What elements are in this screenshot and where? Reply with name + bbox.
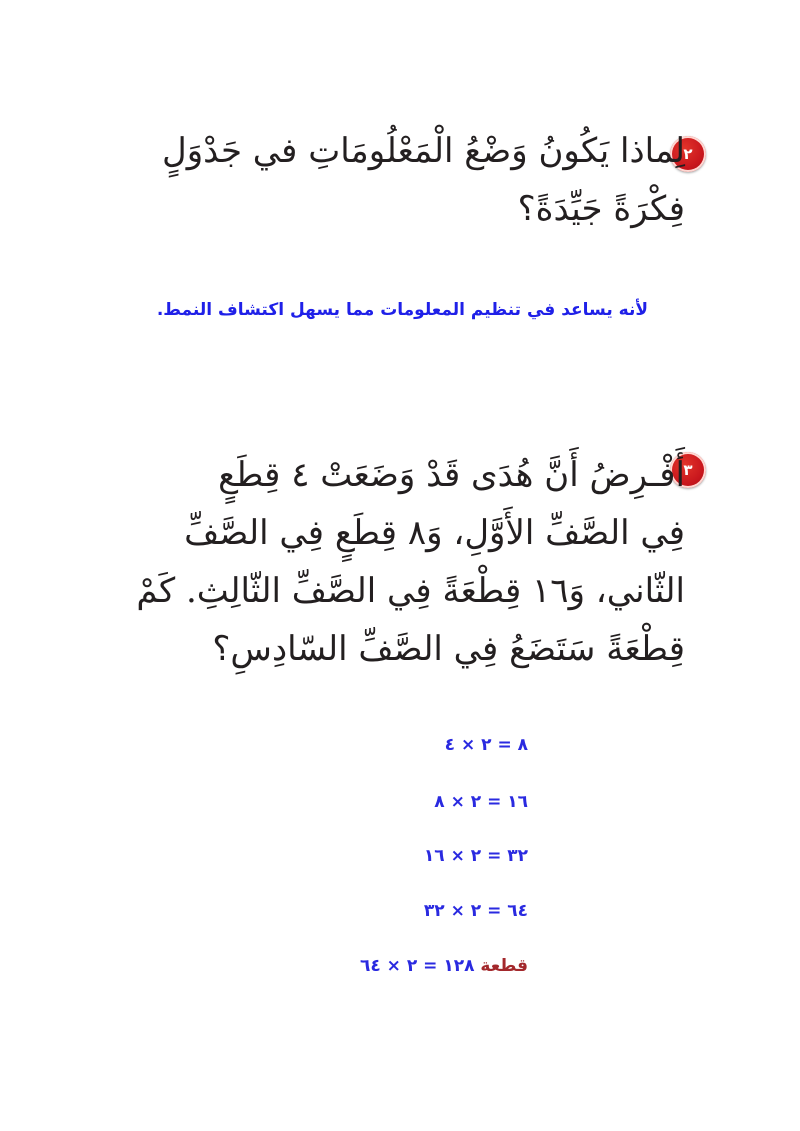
question-1-line: فِكْرَةً جَيِّدَةً؟ xyxy=(517,189,685,229)
equation-result: ٣٢ xyxy=(507,846,528,866)
final-equation-row xyxy=(360,955,528,977)
times-sign: × xyxy=(450,846,465,866)
question-2-line: قِطْعَةً سَتَضَعُ فِي الصَّفِّ السّادِسِ؟ xyxy=(212,629,685,669)
question-2-line: أَفْـرِضُ أَنَّ هُدَى قَدْ وَضَعَتْ ٤ قِطَعٍ xyxy=(218,455,685,495)
question-1-line: لِماذا يَكُونُ وَضْعُ الْمَعْلُومَاتِ في جَدْوَلٍ xyxy=(162,131,685,171)
equals-sign: = xyxy=(423,956,438,976)
question-number-badge: ٣ xyxy=(670,452,706,488)
times-sign: × xyxy=(386,956,401,976)
equation-result: ١٦ xyxy=(507,792,528,812)
equation-row xyxy=(445,734,528,756)
equation-operand-b: ٢ xyxy=(481,735,492,755)
equation-operand-b: ٢ xyxy=(470,846,482,866)
equation-operand-b: ٢ xyxy=(406,956,418,976)
equals-sign: = xyxy=(487,901,502,921)
equation-row xyxy=(424,845,528,867)
times-sign: × xyxy=(450,901,465,921)
equation-operand-a: ١٦ xyxy=(423,846,445,866)
times-sign: × xyxy=(450,792,465,812)
equation-operand-b: ٢ xyxy=(470,901,482,921)
equation-operand-a: ٨ xyxy=(434,792,445,812)
equals-sign: = xyxy=(487,846,502,866)
question-2-text xyxy=(136,446,685,678)
question-1-text xyxy=(162,122,685,238)
equals-sign: = xyxy=(497,735,512,755)
equation-result: ٨ xyxy=(517,735,528,755)
question-2-line: الثّاني، وَ١٦ قِطْعَةً فِي الصَّفِّ الثّالِثِ. كَمْ xyxy=(136,571,685,611)
equation-row xyxy=(424,900,528,922)
final-result-value: ١٢٨ xyxy=(443,956,475,976)
equation-operand-a: ٣٢ xyxy=(423,901,445,921)
equation-operand-a: ٦٤ xyxy=(359,956,381,976)
equals-sign: = xyxy=(487,792,502,812)
final-result-unit: قطعة xyxy=(480,956,528,976)
equation-row xyxy=(434,791,528,813)
equation-operand-b: ٢ xyxy=(470,792,482,812)
times-sign: × xyxy=(460,735,476,755)
equation-result: ٦٤ xyxy=(507,901,528,921)
question-number-badge: ٢ xyxy=(670,136,706,172)
question-2-line: فِي الصَّفِّ الأَوَّلِ، وَ٨ قِطَعٍ فِي الصَّفِّ xyxy=(184,513,685,553)
equation-operand-a: ٤ xyxy=(444,735,456,755)
question-1-answer: لأنه يساعد في تنظيم المعلومات مما يسهل اكتشاف النمط. xyxy=(156,300,648,320)
